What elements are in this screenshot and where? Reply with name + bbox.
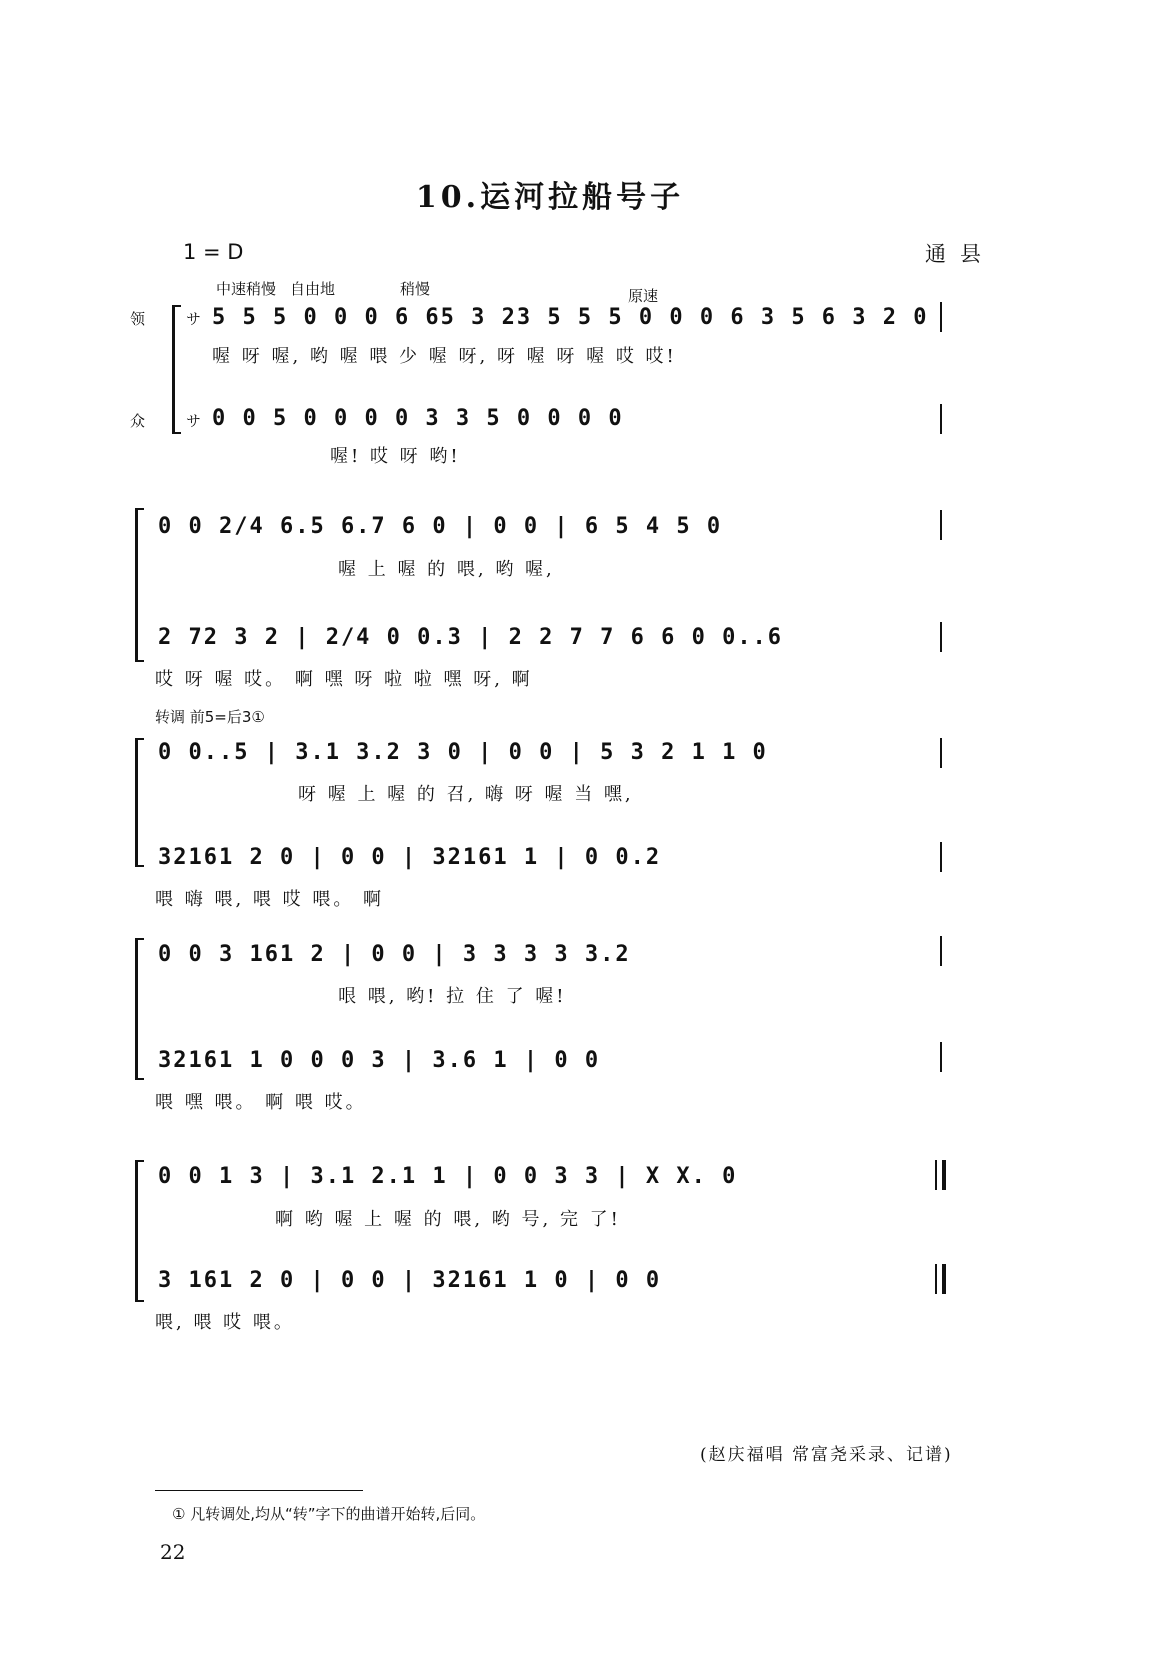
- tempo-mark: 自由地: [290, 280, 336, 298]
- page-number: 22: [160, 1540, 186, 1564]
- footnote-rule: [155, 1490, 363, 1491]
- barline: [940, 738, 942, 768]
- final-barline: [935, 1264, 946, 1294]
- system-bracket: [135, 738, 144, 867]
- system-bracket: [135, 1160, 144, 1302]
- chorus-notes: 2 72 3 2 | 2/4 0 0.3 | 2 2 7 7 6 6 0 0..6: [158, 625, 784, 650]
- lead-notes: 0 0 1 3 | 3.1 2.1 1 | 0 0 3 3 | X X. 0: [158, 1164, 738, 1189]
- chorus-notes: 0 0 5 0 0 0 0 3 3 5 0 0 0 0: [212, 406, 624, 431]
- key-signature: 1 = D: [183, 240, 244, 264]
- tempo-mark: 中速稍慢: [216, 280, 277, 298]
- barline: [940, 510, 942, 540]
- system-bracket: [135, 508, 144, 662]
- tempo-mark: 稍慢: [400, 280, 431, 298]
- part-label-chorus: 众: [130, 412, 146, 430]
- system-bracket: [172, 305, 181, 434]
- lead-notes: 0 0 2/4 6.5 6.7 6 0 | 0 0 | 6 5 4 5 0: [158, 514, 723, 539]
- chorus-lyrics: 喂 嗨 喂, 喂 哎 喂。 啊: [155, 889, 385, 910]
- lead-lyrics: 喔 呀 喔, 哟 喔 喂 少 喔 呀, 呀 喔 呀 喔 哎 哎!: [212, 346, 677, 367]
- part-label-lead: 领: [130, 310, 146, 328]
- modulation-mark: 转调 前5=后3①: [155, 708, 265, 726]
- final-barline: [935, 1160, 946, 1190]
- chorus-notes: 3 161 2 0 | 0 0 | 32161 1 0 | 0 0: [158, 1268, 662, 1293]
- system-bracket: [135, 938, 144, 1080]
- lead-lyrics: 呀 喔 上 喔 的 召, 嗨 呀 喔 ‍当 嘿,: [298, 784, 634, 805]
- lead-notes: 0 0..5 | 3.1 3.2 3 0 | 0 0 | 5 3 2 1 1 0: [158, 740, 768, 765]
- lead-lyrics: 啊 哟 喔 上 喔 的 喂, 哟 号, 完 了!: [275, 1209, 621, 1230]
- barline: [940, 404, 942, 434]
- barline: [940, 622, 942, 652]
- barline: [940, 936, 942, 966]
- lead-lyrics: 哏 喂, 哟! 拉 住 了 喔!: [338, 986, 567, 1007]
- barline: [940, 842, 942, 872]
- barline: [940, 1042, 942, 1072]
- lead-notes: 5 5 5 0 0 0 6 65 3 23 5 5 5 0 0 0 6 3 5 6 3 2 0: [212, 305, 929, 330]
- credit-line: (赵庆福唱 常富尧采录、记谱): [700, 1445, 953, 1465]
- origin-label: 通县: [925, 242, 995, 266]
- meter-mark: サ: [186, 412, 202, 430]
- lead-notes: 0 0 3 161 2 | 0 0 | 3 3 3 3 3.2: [158, 942, 631, 967]
- song-title: 10.运河拉船号子: [415, 180, 685, 215]
- chorus-lyrics: 哎 呀 喔 哎。 啊 嘿 呀 啦 啦 嘿 呀, 啊: [155, 669, 533, 690]
- chorus-notes: 32161 1 0 0 0 3 | 3.6 1 | 0 0: [158, 1048, 601, 1073]
- chorus-lyrics: 喂, 喂 哎 喂。: [155, 1312, 295, 1333]
- tempo-mark: 原速: [628, 287, 659, 305]
- chorus-lyrics: 喔! 哎 呀 哟!: [330, 446, 461, 467]
- chorus-notes: 32161 2 0 | 0 0 | 32161 1 | 0 0.2: [158, 845, 662, 870]
- barline: [940, 302, 942, 332]
- lead-lyrics: 喔 上 喔 的 喂, 哟 喔,: [338, 559, 555, 580]
- meter-mark: サ: [186, 310, 202, 328]
- chorus-lyrics: 喂 嘿 喂。 啊 喂 哎。: [155, 1092, 367, 1113]
- footnote: ① 凡转调处,均从“转”字下的曲谱开始转,后同。: [172, 1505, 486, 1523]
